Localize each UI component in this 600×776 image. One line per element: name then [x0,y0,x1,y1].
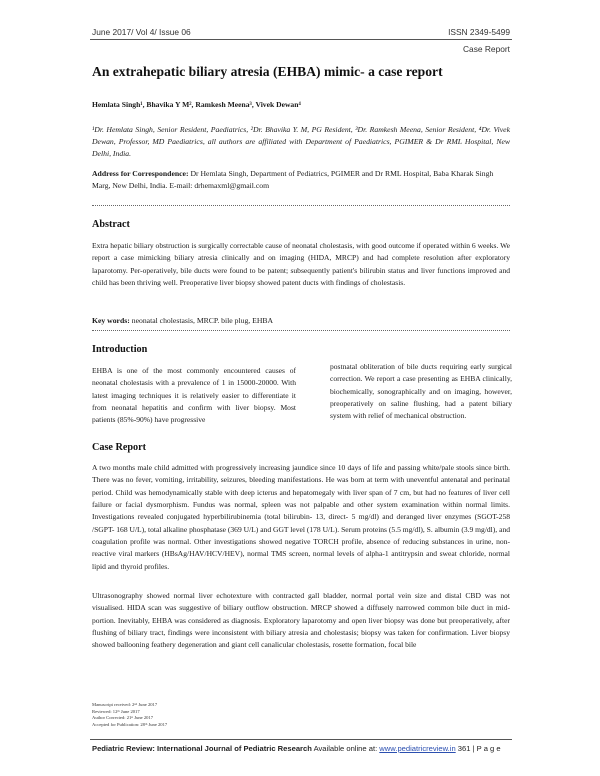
keywords-text: neonatal cholestasis, MRCP. bile plug, EHBA [129,316,274,325]
correspondence-label: Address for Correspondence: [92,169,189,178]
case-report-paragraph-2: Ultrasonography showed normal liver echotexture with contracted gall bladder, normal portal vein size and distal CBD was not visualised. HIDA scan was suggestive of biliary outflow obstruction. MRCP showed a diffusely narrowed common bile duct in mid-portion. Inevitably, EHBA was considered as diagnosis. Exploratory laparotomy and open liver biopsy was done but preoperatively, after flushing of biliary tract, findings were inconsistent with biliary atresia and cholestasis; biopsy was taken for confirmation. Liver biopsy showed ballooning feathery degeneration and giant cell canalicular cholestasis, rosette formation, focal bile [92,591,510,650]
keywords-label: Key words: [92,316,130,325]
corrected-date: Author Corrected: 21ˢᵗ June 2017 [92,715,154,721]
page-footer [92,744,501,753]
received-date: Manuscript received: 2ⁿᵈ June 2017 [92,702,158,707]
case-report-paragraph-1: A two months male child admitted with progressively increasing jaundice since 10 days of life and passing white/pale stools since birth. There was no fever, vomiting, irritability, seizures, bleeding manifestations. He was born at term with uneventful antenatal and perinatal period. Child was hemodynamically stable with deep icterus and hepatomegaly with liver span of 7 cm, but had no features of liver cell failure or facial dysmorphism. Fundus was normal, spleen was not palpable and other system examination within normal limits. Investigations revealed conjugated hyperbilirubinemia (total bilirubin- 13, direct- 5 mg/dl) and deranged liver enzymes (SGOT-258 /SGPT- 168 U/L), total alkaline phosphatase (369 U/L) and GGT level (178 U/L). Serum proteins (5.5 mg/dl), S. albumin (3.9 mg/dl), and coagulation profile was normal. Other investigations showed negative TORCH profile, absence of reducing substances in urine, non-reactive viral markers (HBsAg/HAV/HCV/HEV), normal TMS screen, normal levels of alpha-1 antitrypsin and sweat chloride, normal lipid and thyroid profiles. [92,463,510,571]
section-divider [92,205,510,206]
correspondence-text: Dr Hemlata Singh, Department of Pediatrics, PGIMER and Dr RML Hospital, Baba Kharak Singh Marg, New Delhi, India. E-mail: drhemaxml@gmail.com [92,169,494,190]
author-list: Hemlata Singh¹, Bhavika Y M², Ramkesh Meena³, Vivek Dewan⁴ [92,100,301,109]
page-number: 361 | P a g e [455,744,501,753]
article-type: Case Report [462,44,510,54]
issn: ISSN 2349-5499 [448,27,510,37]
accepted-date: Accepted for Publication: 28ᵗʰ June 2017 [92,722,168,728]
introduction-text-right: postnatal obliteration of bile ducts requiring early surgical correction. We report a case presenting as EHBA clinically, biochemically, sonographically and on imaging, however, preoperatively on saline flushing, had a patent biliary system with relief of mechanical obstruction. [330,362,512,421]
reviewed-date: Reviewed: 12ᵗʰ June 2017 [92,708,140,714]
abstract-text: Extra hepatic biliary obstruction is surgically correctable cause of neonatal cholestasis, with good outcome if operated within 6 weeks. We report a case mimicking biliary atresia clinically and on imaging (HIDA, MRCP) and had complete resolution after exploratory laparotomy. Per-operatively, bile ducts were found to be patent; subsequently patient's bilirubin status and liver functions improved and child has been thriving well. Preoperative liver biopsy showed patent ducts with findings of cholestasis. [92,241,510,288]
introduction-heading: Introduction [92,344,148,355]
journal-name: Pediatric Review: International Journal of Pediatric Research [92,744,312,753]
journal-website-link[interactable]: www.pediatricreview.in [379,744,456,753]
affiliations: ¹Dr. Hemlata Singh, Senior Resident, Paediatrics, ²Dr. Bhavika Y. M, PG Resident, ³Dr. Ramkesh Meena, Senior Resident, ⁴Dr. Vivek Dewan, Professor, MD Paediatrics, all authors are affiliated with Department of Paediatrics, PGIMER & Dr RML Hospital, New Delhi, India. [92,125,510,158]
article-title: An extrahepatic biliary atresia (EHBA) mimic- a case report [92,64,443,79]
section-divider [92,330,510,331]
manuscript-dates [92,702,167,729]
issue-info: June 2017/ Vol 4/ Issue 06 [92,27,191,37]
case-report-heading: Case Report [92,442,147,453]
keywords [92,316,273,325]
correspondence [92,168,510,192]
introduction-text-left: EHBA is one of the most commonly encountered causes of neonatal cholestasis with a prevalence of 1 in 15000-20000. With latest imaging techniques it is relatively easier to differentiate it from neonatal hepatitis and confirm with liver biopsy. Most patients (85%-90%) have progressive [92,366,296,425]
header-divider [90,39,512,40]
available-label: Available online at: [311,744,380,753]
abstract-heading: Abstract [92,219,130,230]
footer-divider [90,739,512,740]
